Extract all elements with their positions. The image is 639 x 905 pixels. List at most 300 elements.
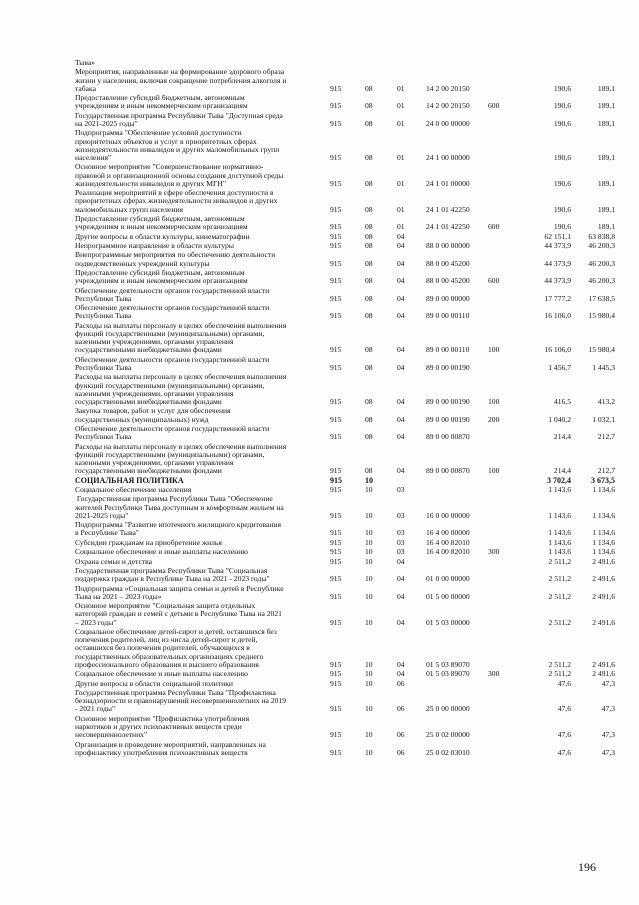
code-admin: 915 (330, 231, 342, 241)
row-name-line: оставшихся без попечения родителей, обучающихся в (75, 643, 250, 653)
row-name-line: Охрана семьи и детства (75, 556, 152, 566)
code-target: 88 0 00 45200 (426, 276, 470, 286)
table-row (0, 425, 639, 441)
code-section: 10 (365, 510, 373, 520)
table-row (0, 215, 639, 231)
row-name-line: учреждениям и иным некоммерческим организациям (75, 101, 248, 111)
row-name-line: Обеспечение деятельности органов государственной власти (75, 354, 270, 364)
row-name (75, 486, 319, 494)
table-row (0, 129, 639, 162)
row-name (75, 628, 319, 669)
code-admin: 915 (330, 432, 342, 442)
code-admin: 915 (330, 704, 342, 714)
code-target: 88 0 00 45200 (426, 258, 470, 268)
code-section: 10 (365, 659, 373, 669)
code-expense-type: 600 (488, 101, 500, 111)
row-name-line: Социальное обеспечение и иные выплаты населению (75, 547, 248, 557)
row-name (75, 443, 319, 476)
code-admin: 915 (330, 591, 342, 601)
row-name-line: Государственная программа Республики Тыва "Профилактика (75, 688, 276, 697)
row-name (75, 304, 319, 320)
row-name-line: Непрограммное направление в области культуры (75, 241, 234, 250)
code-section: 08 (365, 258, 373, 268)
row-name-line: на 2021-2025 годы" (75, 119, 138, 128)
row-name-line: Государственная программа Республики Тыва "Доступная среда (75, 110, 283, 120)
code-target: 89 0 00 00110 (426, 311, 470, 321)
amount-year-1: 44 373,9 (544, 258, 571, 268)
code-section: 08 (365, 311, 373, 321)
row-name (75, 548, 319, 556)
amount-year-2: 15 980,4 (588, 345, 615, 355)
amount-year-1: 44 373,9 (544, 241, 571, 250)
amount-year-2: 189,1 (597, 204, 615, 214)
code-section: 08 (365, 362, 373, 372)
row-name (75, 567, 319, 583)
amount-year-2: 46 200,3 (588, 241, 615, 250)
code-target: 25 0 02 00000 (426, 730, 470, 740)
row-name-line: – 2023 годы" (75, 617, 117, 627)
row-name-line: - 2021 годы" (75, 704, 116, 714)
code-target: 89 0 00 00190 (426, 362, 470, 372)
row-name-line: правовой и организационной основы создания доступной среды (75, 170, 284, 180)
table-row (0, 680, 639, 688)
code-expense-type: 100 (488, 396, 500, 406)
row-name (75, 189, 319, 214)
table-row (0, 304, 639, 320)
code-admin: 915 (330, 396, 342, 406)
table-row (0, 68, 639, 93)
row-name-line: Республики Тыва (75, 293, 132, 303)
row-name (75, 373, 319, 406)
code-expense-type: 300 (488, 547, 500, 557)
amount-year-2: 47,3 (601, 704, 615, 714)
amount-year-1: 1 143,6 (548, 528, 571, 538)
amount-year-2: 189,1 (597, 222, 615, 232)
row-name-line: Республики Тыва (75, 432, 132, 442)
amount-year-2: 1 445,3 (592, 362, 615, 372)
amount-year-2: 46 200,3 (588, 258, 615, 268)
code-subsection: 04 (397, 556, 405, 566)
amount-year-1: 190,6 (553, 222, 571, 232)
code-admin: 915 (330, 669, 342, 679)
code-admin: 915 (330, 475, 342, 485)
row-name-line: Основное мероприятие "Профилактика употребления (75, 713, 250, 723)
code-subsection: 04 (397, 591, 405, 601)
row-name (75, 163, 319, 188)
amount-year-1: 2 511,2 (548, 556, 571, 566)
code-section: 10 (365, 730, 373, 740)
code-subsection: 01 (397, 152, 405, 162)
code-subsection: 01 (397, 83, 405, 93)
code-section: 08 (365, 152, 373, 162)
row-name-line: государственных (муниципальных) нужд (75, 414, 209, 424)
amount-year-2: 1 134,6 (592, 547, 615, 557)
amount-year-1: 3 702,4 (547, 475, 571, 485)
amount-year-1: 47,6 (557, 730, 571, 740)
amount-year-1: 214,4 (553, 432, 571, 442)
row-name (75, 215, 319, 231)
row-name-line: несовершеннолетних" (75, 730, 148, 740)
amount-year-1: 47,6 (557, 704, 571, 714)
row-name (75, 689, 319, 714)
code-subsection: 04 (397, 293, 405, 303)
code-admin: 915 (330, 293, 342, 303)
amount-year-2: 17 638,5 (588, 293, 615, 303)
code-admin: 915 (330, 178, 342, 188)
row-name (75, 741, 319, 757)
amount-year-2: 46 200,3 (588, 276, 615, 286)
row-name (75, 242, 319, 250)
amount-year-1: 190,6 (553, 118, 571, 128)
code-section: 08 (365, 241, 373, 250)
code-subsection: 06 (397, 704, 405, 714)
table-row (0, 287, 639, 303)
row-name (75, 521, 319, 537)
code-target: 88 0 00 00000 (426, 241, 470, 250)
code-subsection: 01 (397, 101, 405, 111)
code-section: 08 (365, 222, 373, 232)
amount-year-1: 1 143,6 (548, 510, 571, 520)
table-row (0, 715, 639, 740)
code-section: 08 (365, 231, 373, 241)
code-target: 16 4 00 00000 (426, 528, 470, 538)
row-name-line: Республики Тыва (75, 363, 132, 372)
code-section: 10 (365, 556, 373, 566)
code-target: 89 0 00 00190 (426, 414, 470, 424)
row-name (75, 322, 319, 355)
table-row (0, 59, 639, 67)
table-row (0, 477, 639, 485)
row-name-line: Обеспечение деятельности органов государственной власти (75, 424, 270, 433)
code-admin: 915 (330, 414, 342, 424)
row-name-line: подведомственных учреждений культуры (75, 258, 210, 268)
code-subsection: 06 (397, 678, 405, 688)
code-section: 08 (365, 466, 373, 476)
amount-year-2: 189,1 (597, 101, 615, 111)
code-target: 01 0 00 00000 (426, 574, 470, 584)
row-name-line: Обеспечение деятельности органов государственной власти (75, 285, 270, 295)
code-admin: 915 (330, 118, 342, 128)
row-name-line: Подпрограмма "Обеспечение условий доступности (75, 128, 242, 138)
row-name-line: наркотиков и других психоактивных веществ среди (75, 722, 242, 731)
code-section: 10 (365, 591, 373, 601)
row-name-line: жизни у населения, включая сокращение потребления алкоголя и (75, 75, 287, 85)
code-expense-type: 100 (488, 345, 500, 355)
row-name-line: учреждениям и иным некоммерческим организациям (75, 222, 248, 232)
amount-year-2: 189,1 (597, 178, 615, 188)
table-row (0, 548, 639, 556)
code-section: 08 (365, 178, 373, 188)
code-admin: 915 (330, 83, 342, 93)
code-section: 08 (365, 118, 373, 128)
row-name-line: Организация и проведение мероприятий, направленных на (75, 739, 266, 749)
amount-year-1: 190,6 (553, 178, 571, 188)
row-name (75, 269, 319, 285)
code-section: 10 (365, 547, 373, 557)
code-section: 10 (365, 475, 373, 485)
amount-year-2: 413,2 (597, 396, 615, 406)
code-admin: 915 (330, 222, 342, 232)
table-row (0, 373, 639, 406)
code-subsection: 04 (397, 432, 405, 442)
table-row (0, 322, 639, 355)
code-section: 10 (365, 669, 373, 679)
code-section: 10 (365, 617, 373, 627)
code-section: 10 (365, 528, 373, 538)
row-name-line: учреждениям и иным некоммерческим организациям (75, 276, 248, 286)
row-name-line: казенными учреждениями, органами управления (75, 337, 234, 347)
code-target: 24 1 01 00000 (426, 178, 470, 188)
row-name (75, 715, 319, 740)
row-name-line: Социальное обеспечение и иные выплаты населению (75, 669, 248, 679)
code-admin: 915 (330, 466, 342, 476)
row-name-line: жизнедеятельности инвалидов и других маломобильных групп (75, 144, 280, 154)
code-expense-type: 600 (488, 222, 500, 232)
row-name-line: приоритетных объектов и услуг в приоритетных сферах (75, 136, 257, 146)
code-admin: 915 (330, 241, 342, 250)
row-name-line: Государственная программа Республики Тыва "Социальная (75, 566, 268, 575)
table-row (0, 443, 639, 476)
row-name (75, 425, 319, 441)
row-name-line: Расходы на выплаты персоналу в целях обеспечения выполнения (75, 372, 287, 382)
amount-year-2: 189,1 (597, 152, 615, 162)
amount-year-1: 214,4 (553, 466, 571, 476)
amount-year-1: 16 106,0 (544, 345, 571, 355)
code-section: 10 (365, 485, 373, 494)
row-name-line: казенными учреждениями, органами управления (75, 458, 234, 467)
row-name (75, 68, 319, 93)
code-admin: 915 (330, 258, 342, 268)
code-subsection: 03 (397, 510, 405, 520)
row-name (75, 356, 319, 372)
row-name-line: безнадзорности и правонарушений несовершеннолетних на 2019 (75, 696, 286, 706)
amount-year-2: 2 491,6 (592, 574, 615, 584)
code-subsection: 06 (397, 730, 405, 740)
row-name (75, 59, 319, 67)
table-row (0, 567, 639, 583)
amount-year-2: 15 980,4 (588, 311, 615, 321)
code-subsection: 03 (397, 528, 405, 538)
row-name-line: Обеспечение деятельности органов государственной власти (75, 303, 270, 313)
table-row (0, 112, 639, 128)
amount-year-2: 63 838,8 (588, 231, 615, 241)
code-admin: 915 (330, 528, 342, 538)
code-section: 08 (365, 101, 373, 111)
amount-year-2: 1 134,6 (592, 528, 615, 538)
code-subsection: 04 (397, 396, 405, 406)
table-row (0, 486, 639, 494)
row-name-line: Основное мероприятие "Совершенствование нормативно- (75, 162, 264, 172)
row-name (75, 670, 319, 678)
row-name-line: категорий граждан и семей с детьми в Республике Тыва на 2021 (75, 609, 282, 619)
code-admin: 915 (330, 311, 342, 321)
row-name-line: казенными учреждениями, органами управления (75, 388, 234, 398)
code-target: 16 0 00 00000 (426, 510, 470, 520)
row-name (75, 233, 319, 241)
row-name-line: Мероприятия, направленные на формирование здорового образа (75, 67, 285, 77)
code-admin: 915 (330, 574, 342, 584)
amount-year-2: 189,1 (597, 83, 615, 93)
row-name-line: попечения родителей, лиц из числа детей-сирот и детей, (75, 635, 258, 645)
code-section: 08 (365, 414, 373, 424)
code-subsection: 04 (397, 617, 405, 627)
code-subsection: 01 (397, 222, 405, 232)
code-subsection: 01 (397, 178, 405, 188)
code-subsection: 04 (397, 669, 405, 679)
code-target: 24 0 00 00000 (426, 118, 470, 128)
table-row (0, 163, 639, 188)
code-admin: 915 (330, 678, 342, 688)
amount-year-1: 2 511,2 (548, 591, 571, 601)
amount-year-1: 2 511,2 (548, 617, 571, 627)
amount-year-1: 1 143,6 (548, 547, 571, 557)
row-name-line: в Республике Тыва" (75, 528, 139, 538)
code-section: 08 (365, 345, 373, 355)
amount-year-1: 190,6 (553, 83, 571, 93)
code-admin: 915 (330, 362, 342, 372)
row-name-line: государственными внебюджетными фондами (75, 345, 222, 355)
row-name-line: Государственная программа Республики Тыва "Обеспечение (75, 494, 273, 504)
amount-year-2: 1 134,6 (592, 485, 615, 494)
code-admin: 915 (330, 345, 342, 355)
amount-year-1: 47,6 (557, 678, 571, 688)
code-subsection: 04 (397, 659, 405, 669)
table-row (0, 407, 639, 423)
row-name (75, 680, 319, 688)
table-row (0, 356, 639, 372)
row-name (75, 477, 319, 485)
amount-year-2: 2 491,6 (592, 669, 615, 679)
row-name-line: Предоставление субсидий бюджетным, автономным (75, 214, 245, 223)
row-name-line: Подпрограмма «Социальная защита семьи и детей в Республике (75, 583, 284, 593)
row-name-line: Тыва на 2021 – 2023 годы» (75, 591, 162, 601)
code-admin: 915 (330, 485, 342, 494)
row-name-line: профессионального образования и высшего образования (75, 659, 259, 669)
code-admin: 915 (330, 276, 342, 286)
code-target: 89 0 00 00190 (426, 396, 470, 406)
amount-year-2: 2 491,6 (592, 556, 615, 566)
code-admin: 915 (330, 659, 342, 669)
row-name-line: поддержка граждан в Республике Тыва на 2021 - 2023 годы" (75, 574, 270, 584)
table-row (0, 242, 639, 250)
row-name-line: Подпрограмма "Развитие ипотечного жилищного кредитования (75, 520, 281, 530)
amount-year-2: 2 491,6 (592, 659, 615, 669)
table-row (0, 521, 639, 537)
row-name-line: Расходы на выплаты персоналу в целях обеспечения выполнения (75, 441, 287, 451)
amount-year-2: 47,3 (601, 747, 615, 757)
amount-year-1: 47,6 (557, 747, 571, 757)
amount-year-1: 190,6 (553, 204, 571, 214)
table-row (0, 602, 639, 627)
code-admin: 915 (330, 747, 342, 757)
page-number: 196 (578, 860, 596, 874)
row-name-line: профилактику употребления психоактивных веществ (75, 747, 248, 757)
code-subsection: 04 (397, 466, 405, 476)
table-row (0, 495, 639, 520)
row-name-line: Республики Тыва (75, 311, 132, 321)
code-subsection: 04 (397, 231, 405, 241)
code-subsection: 04 (397, 414, 405, 424)
row-name-line: Социальное обеспечение детей-сирот и детей, оставшихся без (75, 627, 277, 636)
code-expense-type: 600 (488, 276, 500, 286)
row-name-line: Реализация мероприятий в сфере обеспечения доступности в (75, 188, 274, 198)
row-name-line: маломобильных групп населения (75, 204, 183, 214)
amount-year-2: 1 134,6 (592, 510, 615, 520)
amount-year-2: 189,1 (597, 118, 615, 128)
row-name (75, 112, 319, 128)
amount-year-1: 17 777,2 (544, 293, 571, 303)
table-row (0, 689, 639, 714)
row-name-line: Другие вопросы в области культуры, кинематографии (75, 231, 250, 241)
amount-year-1: 2 511,2 (548, 669, 571, 679)
code-target: 25 0 00 00000 (426, 704, 470, 714)
row-name-line: государственными внебюджетными фондами (75, 466, 222, 476)
code-subsection: 04 (397, 311, 405, 321)
amount-year-2: 47,3 (601, 730, 615, 740)
code-admin: 915 (330, 152, 342, 162)
code-target: 01 5 03 00000 (426, 617, 470, 627)
table-row (0, 628, 639, 669)
code-section: 08 (365, 293, 373, 303)
table-row (0, 670, 639, 678)
code-section: 10 (365, 574, 373, 584)
table-row (0, 585, 639, 601)
amount-year-1: 1 456,7 (548, 362, 571, 372)
code-section: 10 (365, 747, 373, 757)
code-target: 89 0 00 00110 (426, 345, 470, 355)
row-name-line: функций государственными (муниципальными) органами, (75, 380, 265, 390)
code-target: 24 1 01 42250 (426, 204, 470, 214)
code-section: 08 (365, 276, 373, 286)
amount-year-2: 47,3 (601, 678, 615, 688)
code-admin: 915 (330, 547, 342, 557)
code-target: 24 1 01 42250 (426, 222, 470, 232)
amount-year-1: 1 040,2 (548, 414, 571, 424)
code-target: 14 2 00 20150 (426, 83, 470, 93)
row-name-line: Предоставление субсидий бюджетным, автономным (75, 268, 245, 277)
table-row (0, 741, 639, 757)
code-target: 16 4 00 82010 (426, 547, 470, 557)
row-name-line: государственными внебюджетными фондами (75, 397, 222, 406)
code-subsection: 04 (397, 241, 405, 250)
row-name-line: функций государственными (муниципальными) органами, (75, 329, 265, 338)
code-subsection: 03 (397, 485, 405, 494)
code-target: 89 0 00 00000 (426, 293, 470, 303)
amount-year-1: 190,6 (553, 101, 571, 111)
row-name-line: Другие вопросы в области социальной политики (75, 678, 233, 688)
code-subsection: 04 (397, 258, 405, 268)
code-expense-type: 300 (488, 669, 500, 679)
row-name (75, 407, 319, 423)
row-name-line: жителей Республики Тыва доступным и комфортным жильем на (75, 502, 284, 512)
amount-year-2: 212,7 (597, 432, 615, 442)
row-name (75, 558, 319, 566)
table-row (0, 539, 639, 547)
row-name-line: Внепрограммные мероприятия по обеспечению деятельности (75, 250, 276, 260)
code-target: 25 0 02 03010 (426, 747, 470, 757)
code-expense-type: 200 (488, 414, 500, 424)
amount-year-1: 62 151,1 (544, 231, 571, 241)
code-subsection: 01 (397, 118, 405, 128)
code-subsection: 04 (397, 276, 405, 286)
row-name-line: Субсидии гражданам на приобретение жилья (75, 537, 222, 547)
row-name-line: приоритетных сферах жизнедеятельности инвалидов и других (75, 196, 278, 206)
row-name (75, 129, 319, 162)
code-target: 89 0 00 00870 (426, 466, 470, 476)
code-target: 01 5 03 89070 (426, 659, 470, 669)
row-name (75, 251, 319, 267)
code-subsection: 06 (397, 747, 405, 757)
